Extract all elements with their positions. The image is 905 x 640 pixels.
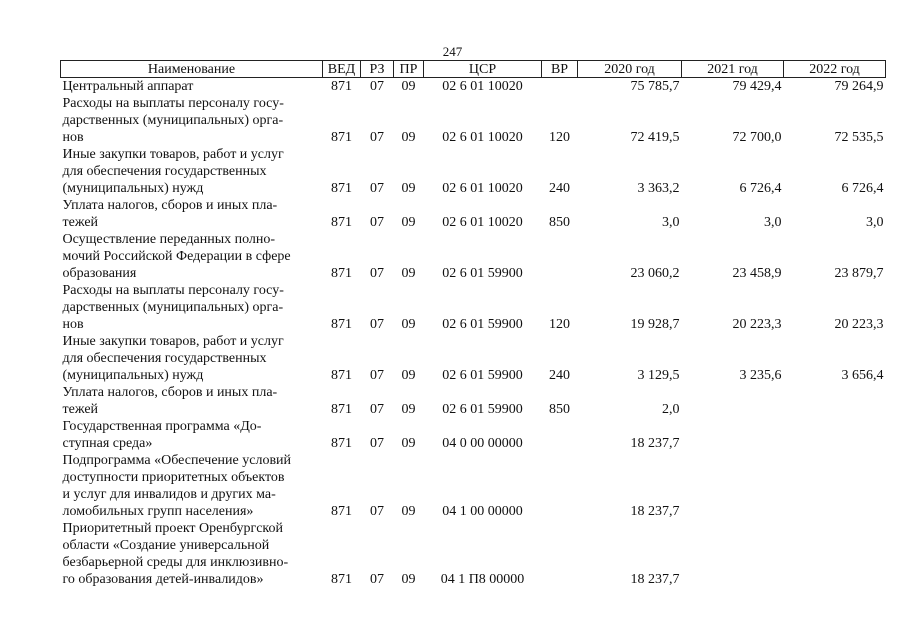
row-name-line: тежей	[62, 402, 99, 417]
row-name-line: ступная среда»	[62, 436, 153, 451]
cell-2020: 18 237,7	[630, 572, 680, 587]
cell-pr: 09	[401, 572, 416, 587]
row-name	[61, 384, 323, 418]
cell-2020: 75 785,7	[630, 79, 680, 94]
cell-ved: 871	[331, 317, 352, 332]
table-row	[61, 146, 886, 197]
cell-csr: 02 6 01 10020	[442, 215, 523, 230]
row-name-line: Иные закупки товаров, работ и услуг	[62, 334, 284, 349]
cell-csr: 02 6 01 59900	[442, 368, 523, 383]
cell-vr: 240	[549, 368, 570, 383]
cell-ved: 871	[331, 266, 352, 281]
header-name: Наименование	[61, 61, 323, 78]
row-name-line: Иные закупки товаров, работ и услуг	[62, 147, 284, 162]
row-name-line: для обеспечения государственных	[62, 351, 267, 366]
cell-pr: 09	[401, 402, 416, 417]
cell-2021: 23 458,9	[732, 266, 782, 281]
cell-pr: 09	[401, 436, 416, 451]
cell-csr: 02 6 01 59900	[442, 266, 523, 281]
row-name-line: Приоритетный проект Оренбургской	[62, 521, 283, 536]
row-name-line: дарственных (муниципальных) орга-	[62, 113, 284, 128]
cell-csr: 02 6 01 10020	[442, 130, 523, 145]
cell-rz: 07	[370, 215, 384, 230]
table-row	[61, 231, 886, 282]
cell-rz: 07	[370, 402, 384, 417]
cell-csr: 04 1 00 00000	[442, 504, 523, 519]
row-name-line: тежей	[62, 215, 99, 230]
cell-ved: 871	[331, 215, 352, 230]
row-name-line: Государственная программа «До-	[62, 419, 262, 434]
row-name-line: Центральный аппарат	[62, 79, 194, 94]
header-2022: 2022 год	[784, 61, 886, 78]
cell-2021: 3 235,6	[739, 368, 782, 383]
cell-2021	[682, 384, 784, 418]
cell-2021: 20 223,3	[732, 317, 782, 332]
cell-csr: 04 1 П8 00000	[440, 572, 525, 587]
table-row	[61, 452, 886, 520]
cell-2020: 72 419,5	[630, 130, 680, 145]
cell-2021	[682, 520, 784, 588]
row-name-line: го образования детей-инвалидов»	[62, 572, 264, 587]
cell-rz: 07	[370, 266, 384, 281]
cell-2020: 19 928,7	[630, 317, 680, 332]
table-row	[61, 282, 886, 333]
row-name-line: мочий Российской Федерации в сфере	[62, 249, 291, 264]
header-2020: 2020 год	[578, 61, 682, 78]
cell-vr	[542, 452, 578, 520]
page-number: 247	[442, 44, 463, 59]
header-vr: ВР	[542, 61, 578, 78]
cell-ved: 871	[331, 572, 352, 587]
cell-2022: 3 656,4	[841, 368, 884, 383]
row-name-line: Подпрограмма «Обеспечение условий	[62, 453, 292, 468]
row-name-line: Расходы на выплаты персоналу госу-	[62, 283, 284, 298]
cell-pr: 09	[401, 130, 416, 145]
cell-vr: 850	[549, 402, 570, 417]
row-name	[61, 95, 323, 146]
row-name-line: (муниципальных) нужд	[62, 181, 204, 196]
cell-2022	[784, 418, 886, 452]
cell-pr: 09	[401, 368, 416, 383]
cell-2022: 20 223,3	[834, 317, 884, 332]
cell-csr: 02 6 01 10020	[442, 79, 523, 94]
row-name-line: области «Создание универсальной	[62, 538, 270, 553]
row-name	[61, 197, 323, 231]
header-csr: ЦСР	[424, 61, 542, 78]
table-row	[61, 197, 886, 231]
row-name	[61, 78, 323, 96]
cell-2021: 72 700,0	[732, 130, 782, 145]
table-row	[61, 333, 886, 384]
row-name-line: нов	[62, 130, 84, 145]
cell-2022	[784, 520, 886, 588]
cell-2022: 6 726,4	[841, 181, 884, 196]
table-row	[61, 78, 886, 96]
table-row	[61, 520, 886, 588]
cell-rz: 07	[370, 436, 384, 451]
row-name-line: безбарьерной среды для инклюзивно-	[62, 555, 289, 570]
cell-pr: 09	[401, 79, 416, 94]
cell-2020: 3,0	[662, 215, 680, 230]
cell-2022: 72 535,5	[834, 130, 884, 145]
cell-pr: 09	[401, 181, 416, 196]
cell-vr: 850	[549, 215, 570, 230]
cell-csr: 02 6 01 10020	[442, 181, 523, 196]
header-2021: 2021 год	[682, 61, 784, 78]
row-name	[61, 520, 323, 588]
row-name-line: и услуг для инвалидов и других ма-	[62, 487, 276, 502]
cell-ved: 871	[331, 402, 352, 417]
cell-2022	[784, 452, 886, 520]
cell-csr: 02 6 01 59900	[442, 317, 523, 332]
cell-rz: 07	[370, 317, 384, 332]
row-name-line: доступности приоритетных объектов	[62, 470, 285, 485]
cell-pr: 09	[401, 266, 416, 281]
cell-csr: 02 6 01 59900	[442, 402, 523, 417]
table-body	[61, 78, 886, 589]
table-row	[61, 384, 886, 418]
row-name	[61, 282, 323, 333]
cell-vr	[542, 520, 578, 588]
cell-2021	[682, 418, 784, 452]
table-row	[61, 95, 886, 146]
cell-2022: 23 879,7	[834, 266, 884, 281]
budget-table	[60, 60, 886, 588]
cell-csr: 04 0 00 00000	[442, 436, 523, 451]
cell-2020: 18 237,7	[630, 504, 680, 519]
row-name-line: (муниципальных) нужд	[62, 368, 204, 383]
cell-2022	[784, 384, 886, 418]
row-name-line: дарственных (муниципальных) орга-	[62, 300, 284, 315]
row-name-line: Уплата налогов, сборов и иных пла-	[62, 385, 278, 400]
header-rz: РЗ	[361, 61, 394, 78]
cell-ved: 871	[331, 130, 352, 145]
header-ved: ВЕД	[323, 61, 361, 78]
cell-2021	[682, 452, 784, 520]
cell-vr: 120	[549, 130, 570, 145]
row-name-line: ломобильных групп населения»	[62, 504, 254, 519]
cell-2021: 79 429,4	[732, 79, 782, 94]
cell-rz: 07	[370, 368, 384, 383]
table-header-row	[61, 61, 886, 78]
cell-rz: 07	[370, 572, 384, 587]
row-name-line: Уплата налогов, сборов и иных пла-	[62, 198, 278, 213]
cell-rz: 07	[370, 79, 384, 94]
cell-ved: 871	[331, 504, 352, 519]
row-name-line: Осуществление переданных полно-	[62, 232, 276, 247]
cell-vr	[542, 78, 578, 96]
cell-ved: 871	[331, 79, 352, 94]
cell-pr: 09	[401, 504, 416, 519]
cell-2020: 23 060,2	[630, 266, 680, 281]
cell-2020: 2,0	[662, 402, 680, 417]
cell-ved: 871	[331, 368, 352, 383]
row-name-line: нов	[62, 317, 84, 332]
row-name-line: Расходы на выплаты персоналу госу-	[62, 96, 284, 111]
cell-2022: 79 264,9	[834, 79, 884, 94]
row-name	[61, 231, 323, 282]
row-name	[61, 333, 323, 384]
cell-2020: 18 237,7	[630, 436, 680, 451]
row-name	[61, 418, 323, 452]
cell-rz: 07	[370, 504, 384, 519]
cell-rz: 07	[370, 181, 384, 196]
row-name-line: для обеспечения государственных	[62, 164, 267, 179]
cell-2021: 3,0	[764, 215, 782, 230]
row-name	[61, 146, 323, 197]
header-pr: ПР	[394, 61, 424, 78]
cell-rz: 07	[370, 130, 384, 145]
cell-pr: 09	[401, 215, 416, 230]
cell-pr: 09	[401, 317, 416, 332]
cell-vr: 240	[549, 181, 570, 196]
cell-vr: 120	[549, 317, 570, 332]
cell-2021: 6 726,4	[739, 181, 782, 196]
cell-ved: 871	[331, 181, 352, 196]
table-row	[61, 418, 886, 452]
row-name-line: образования	[62, 266, 137, 281]
cell-2020: 3 129,5	[637, 368, 680, 383]
cell-vr	[542, 418, 578, 452]
cell-ved: 871	[331, 436, 352, 451]
cell-2022: 3,0	[866, 215, 884, 230]
cell-2020: 3 363,2	[637, 181, 680, 196]
cell-vr	[542, 231, 578, 282]
row-name	[61, 452, 323, 520]
